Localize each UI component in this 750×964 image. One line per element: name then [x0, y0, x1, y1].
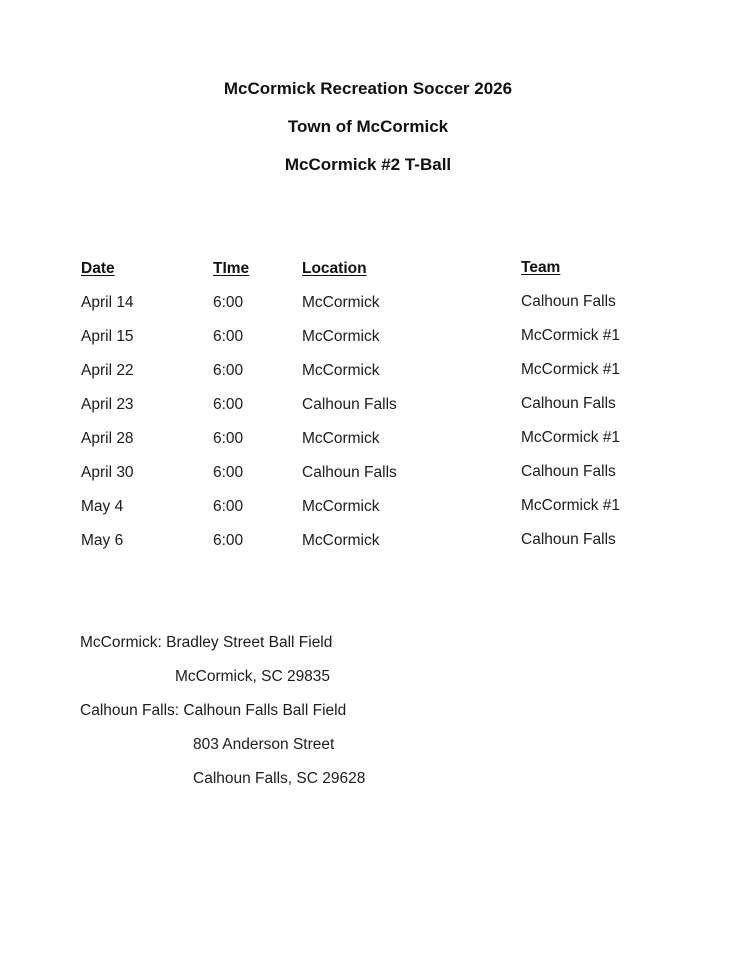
row-time: 6:00 [213, 294, 244, 311]
row-date: April 23 [81, 396, 134, 413]
row-location: McCormick [302, 430, 380, 447]
row-location: McCormick [302, 328, 380, 345]
row-team: McCormick #1 [521, 327, 621, 344]
calhoun-field-street: 803 Anderson Street [193, 736, 335, 753]
row-time: 6:00 [213, 430, 244, 447]
row-team: Calhoun Falls [521, 463, 616, 480]
row-team: McCormick #1 [521, 497, 621, 514]
row-date: May 6 [81, 532, 124, 549]
row-location: Calhoun Falls [302, 464, 397, 481]
mccormick-field-city: McCormick, SC 29835 [175, 668, 331, 685]
column-header-team: Team [521, 259, 561, 276]
column-header-location: Location [302, 260, 367, 277]
row-team: Calhoun Falls [521, 395, 616, 412]
row-location: McCormick [302, 498, 380, 515]
row-team: Calhoun Falls [521, 293, 616, 310]
column-header-time: TIme [213, 260, 250, 277]
row-time: 6:00 [213, 328, 244, 345]
row-time: 6:00 [213, 498, 244, 515]
row-location: McCormick [302, 294, 380, 311]
row-location: Calhoun Falls [302, 396, 397, 413]
row-team: McCormick #1 [521, 429, 621, 446]
row-time: 6:00 [213, 362, 244, 379]
document-subtitle: Town of McCormick [287, 117, 449, 136]
row-team: Calhoun Falls [521, 531, 616, 548]
row-date: April 15 [81, 328, 134, 345]
row-date: April 30 [81, 464, 134, 481]
mccormick-field-name: McCormick: Bradley Street Ball Field [80, 634, 333, 651]
row-date: May 4 [81, 498, 124, 515]
team-name-heading: McCormick #2 T-Ball [284, 155, 452, 174]
row-time: 6:00 [213, 464, 244, 481]
row-date: April 28 [81, 430, 134, 447]
column-header-date: Date [81, 260, 115, 277]
row-location: McCormick [302, 532, 380, 549]
row-location: McCormick [302, 362, 380, 379]
row-date: April 22 [81, 362, 134, 379]
calhoun-field-name: Calhoun Falls: Calhoun Falls Ball Field [80, 702, 347, 719]
document-title: McCormick Recreation Soccer 2026 [223, 79, 513, 98]
row-time: 6:00 [213, 532, 244, 549]
row-time: 6:00 [213, 396, 244, 413]
row-team: McCormick #1 [521, 361, 621, 378]
calhoun-field-city: Calhoun Falls, SC 29628 [193, 770, 366, 787]
row-date: April 14 [81, 294, 134, 311]
